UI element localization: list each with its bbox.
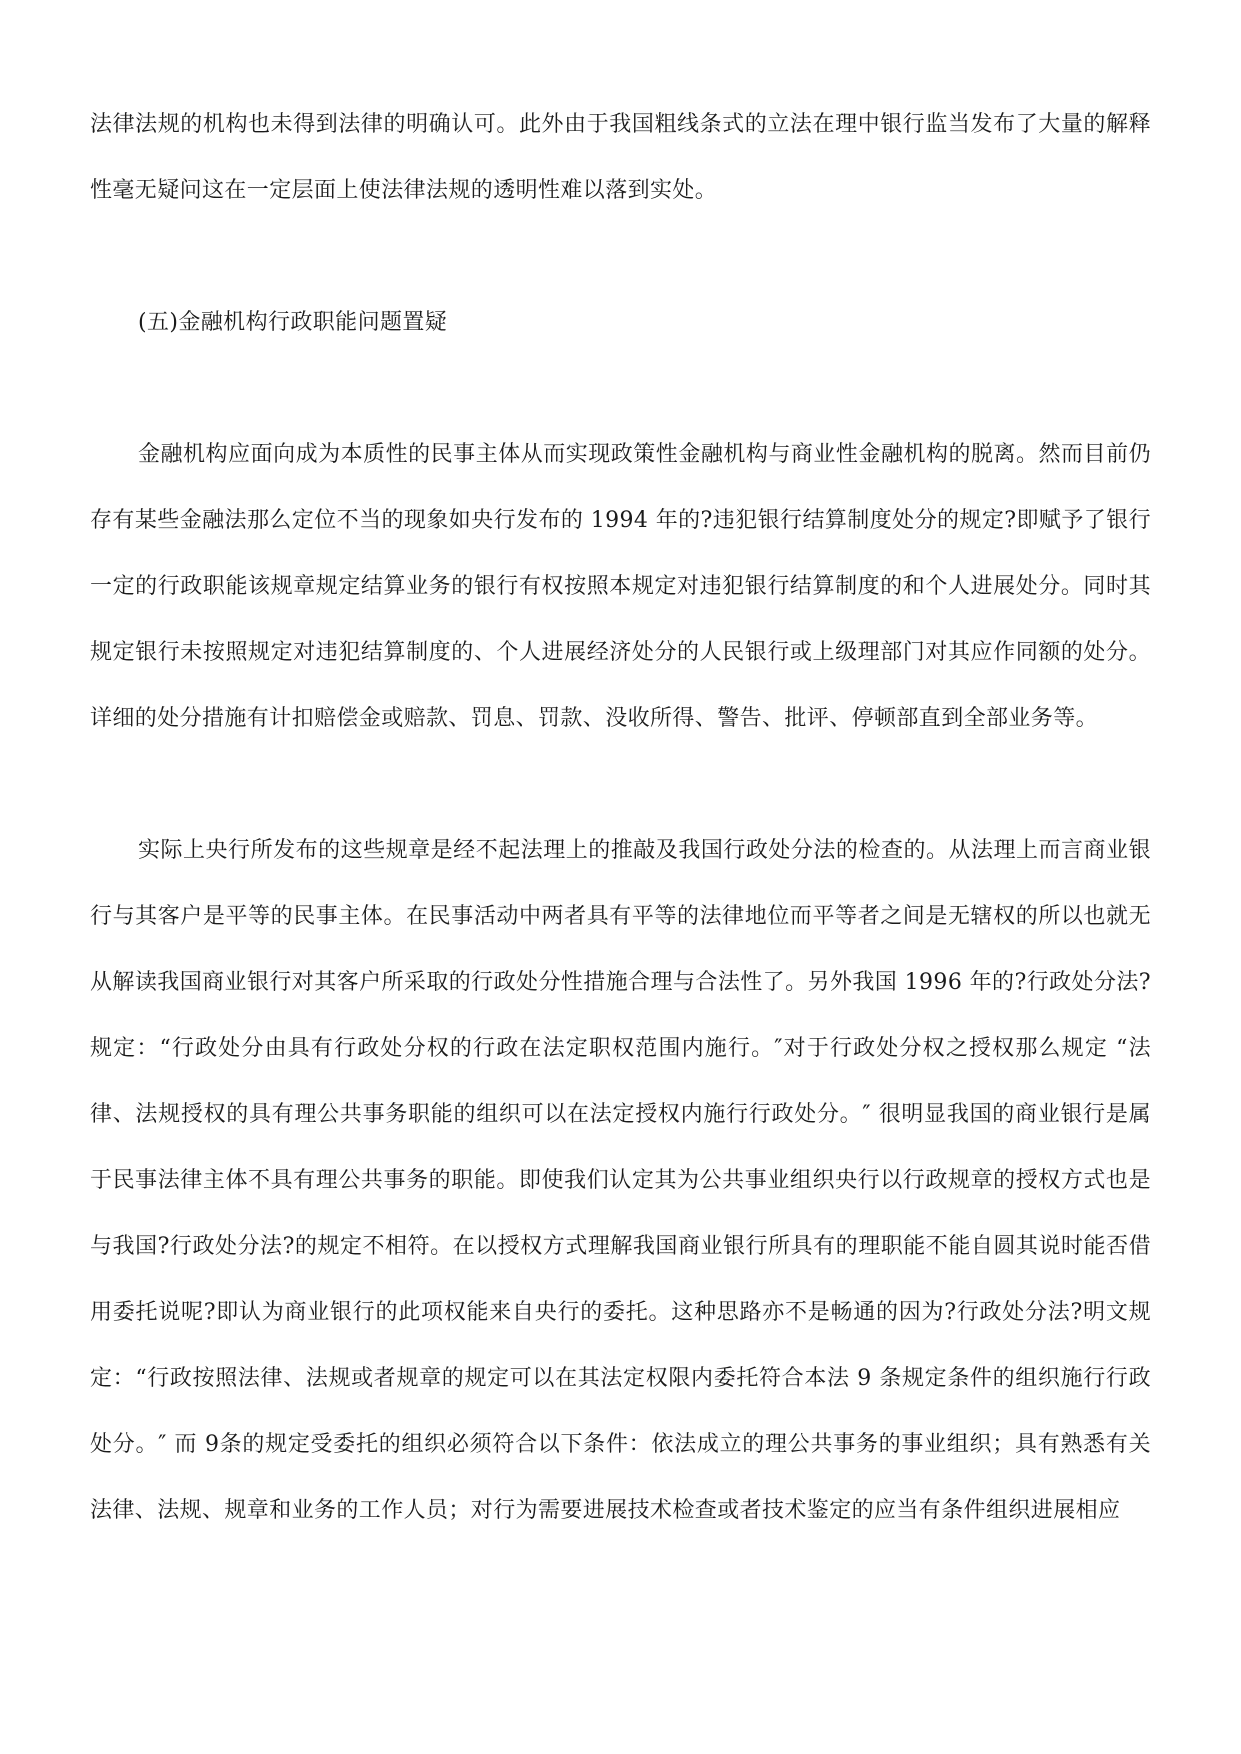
continuation-paragraph: 法律法规的机构也未得到法律的明确认可。此外由于我国粗线条式的立法在理中银行监当发布了大量的解释性毫无疑问这在一定层面上使法律法规的透明性难以落到实处。 xyxy=(90,112,1151,203)
body-paragraph-1: 金融机构应面向成为本质性的民事主体从而实现政策性金融机构与商业性金融机构的脱离。然而目前仍存有某些金融法那么定位不当的现象如央行发布的 1994 年的?违犯银行结算制度处分的规定?即赋予了银行一定的行政职能该规章规定结算业务的银行有权按照本规定对违犯银行结算制度的和个人进展处分。同时其规定银行未按照规定对违犯结算制度的、个人进展经济处分的人民银行或上级理部门对其应作同额的处分。详细的处分措施有计扣赔偿金或赔款、罚息、罚款、没收所得、警告、批评、停顿部直到全部业务等。 xyxy=(90,442,1151,731)
body-paragraph-2: 实际上央行所发布的这些规章是经不起法理上的推敲及我国行政处分法的检查的。从法理上而言商业银行与其客户是平等的民事主体。在民事活动中两者具有平等的法律地位而平等者之间是无辖权的所以也就无从解读我国商业银行对其客户所采取的行政处分性措施合理与合法性了。另外我国 1996 年的?行政处分法?规定：“行政处分由具有行政处分权的行政在法定职权范围内施行。″对于行政处分权之授权那么规定 “法律、法规授权的具有理公共事务职能的组织可以在法定授权内施行行政处分。″ 很明显我国的商业银行是属于民事法律主体不具有理公共事务的职能。即使我们认定其为公共事业组织央行以行政规章的授权方式也是与我国?行政处分法?的规定不相符。在以授权方式理解我国商业银行所具有的理职能不能自圆其说时能否借用委托说呢?即认为商业银行的此项权能来自央行的委托。这种思路亦不是畅通的因为?行政处分法?明文规定：“行政按照法律、法规或者规章的规定可以在其法定权限内委托符合本法 9 条规定条件的组织施行行政处分。″ 而 9条的规定受委托的组织必须符合以下条件：依法成立的理公共事务的事业组织；具有熟悉有关法律、法规、规章和业务的工作人员；对行为需要进展技术检查或者技术鉴定的应当有条件组织进展相应 xyxy=(90,838,1151,1523)
document-page xyxy=(90,92,1151,1544)
section-heading: (五)金融机构行政职能问题置疑 xyxy=(138,310,448,335)
